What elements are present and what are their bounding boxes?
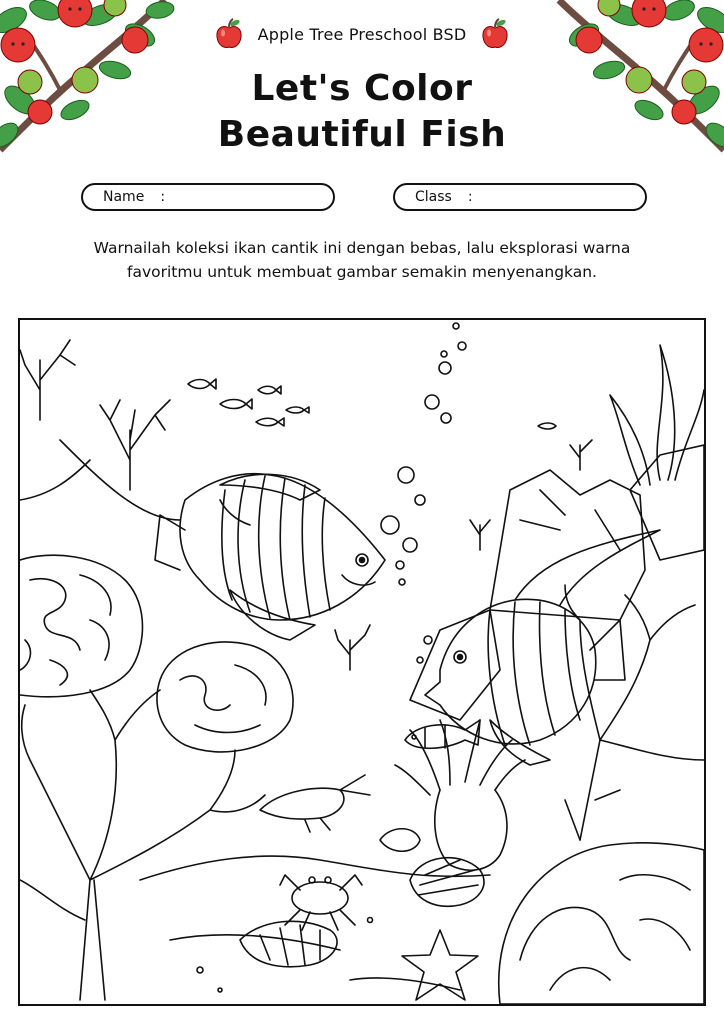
- name-label: Name: [103, 189, 145, 205]
- title-line-2: Beautiful Fish: [217, 114, 507, 155]
- seashell-illustration: [240, 921, 337, 966]
- instruction-text: Warnailah koleksi ikan cantik ini dengan bebas, lalu eksplorasi warna favoritmu untuk membuat gambar semakin menyenangkan.: [93, 239, 631, 281]
- class-label: Class: [415, 189, 452, 205]
- class-colon: :: [467, 189, 473, 205]
- starfish-illustration: [402, 930, 478, 1000]
- seashell-illustration: [380, 829, 420, 852]
- coloring-artwork: [18, 318, 706, 1006]
- school-name: Apple Tree Preschool BSD: [257, 24, 467, 44]
- title-line-1: Let's Color: [251, 68, 473, 109]
- branching-coral-illustration: [20, 690, 265, 1000]
- clownfish-illustration: [405, 720, 480, 748]
- page-title: [0, 66, 724, 158]
- seaweed-illustration: [610, 345, 704, 485]
- name-colon: :: [160, 189, 166, 205]
- branching-coral-illustration: [565, 585, 704, 840]
- small-fish-illustration: [188, 379, 556, 429]
- class-field[interactable]: [393, 183, 647, 211]
- shrimp-illustration: [260, 775, 370, 832]
- underwater-scene-illustration: [20, 320, 704, 1004]
- bubbles-illustration: [381, 323, 466, 663]
- name-field[interactable]: [81, 183, 335, 211]
- angelfish-illustration: [155, 474, 385, 640]
- brain-coral-illustration: [499, 843, 704, 1004]
- moorish-idol-fish-illustration: [425, 530, 660, 765]
- brain-coral-illustration: [157, 642, 293, 752]
- rocks-illustration: [410, 445, 704, 720]
- coral-sprig-illustration: [335, 440, 592, 670]
- school-header: [0, 18, 724, 50]
- scallop-shell-illustration: [410, 858, 484, 907]
- brain-coral-illustration: [20, 555, 143, 697]
- apple-icon: [480, 18, 510, 50]
- apple-icon: [214, 18, 244, 50]
- coral-fan-illustration: [20, 340, 180, 520]
